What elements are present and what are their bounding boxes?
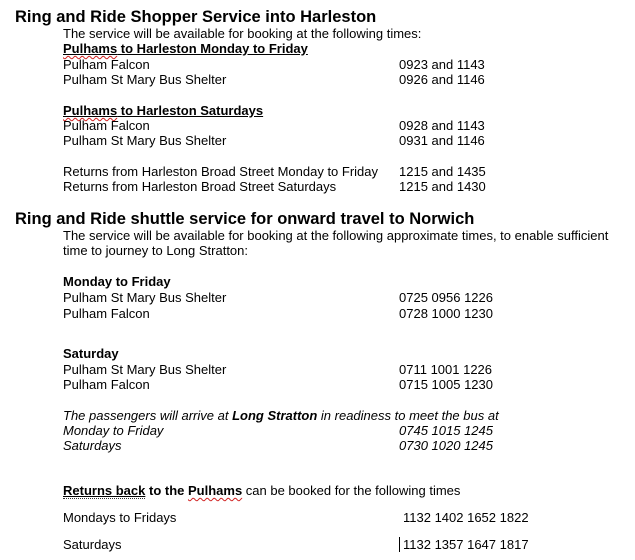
shuttle-intro-line2: time to journey to Long Stratton: (63, 243, 248, 258)
arrival-times: 0730 1020 1245 (399, 438, 493, 453)
returns-back-title (63, 483, 460, 498)
arrival-post: in readiness to meet the bus at (317, 408, 499, 423)
stop-name: Pulham St Mary Bus Shelter (63, 72, 227, 87)
shopper-weekday-title (63, 41, 308, 56)
stop-times: 0926 and 1146 (399, 72, 485, 87)
return-label: Mondays to Fridays (63, 510, 177, 525)
stop-times: 0728 1000 1230 (399, 306, 493, 321)
return-times: 1215 and 1430 (399, 179, 486, 194)
shuttle-intro-line1: The service will be available for booking at the following approximate times, to enable sufficient (63, 228, 609, 243)
arrival-label: Monday to Friday (63, 423, 164, 438)
stop-times: 0923 and 1143 (399, 57, 485, 72)
return-times: 1215 and 1435 (399, 164, 486, 179)
stop-name: Pulham St Mary Bus Shelter (63, 290, 227, 305)
returns-to-the: to the (145, 483, 188, 498)
title-rest: to Harleston Monday to Friday (117, 41, 308, 56)
returns-back-phrase: Returns back (63, 483, 146, 498)
return-times: 1132 1402 1652 1822 (403, 510, 529, 525)
arrival-note (63, 408, 499, 423)
returns-rest: can be booked for the following times (242, 483, 461, 498)
pulhams-word: Pulhams (63, 41, 118, 56)
stop-name: Pulham St Mary Bus Shelter (63, 362, 227, 377)
shopper-intro: The service will be available for booking at the following times: (63, 26, 422, 41)
shopper-saturday-title (63, 103, 263, 118)
stop-times: 0711 1001 1226 (399, 362, 493, 377)
stop-name: Pulham Falcon (63, 118, 150, 133)
stop-times: 0725 0956 1226 (399, 290, 493, 305)
shuttle-heading: Ring and Ride shuttle service for onward travel to Norwich (15, 210, 475, 228)
return-label: Saturdays (63, 537, 122, 552)
shuttle-saturday-title: Saturday (63, 346, 119, 361)
returns-pulhams: Pulhams (187, 483, 243, 498)
stop-name: Pulham Falcon (63, 57, 150, 72)
return-label: Returns from Harleston Broad Street Monday to Friday (63, 164, 379, 179)
stop-name: Pulham Falcon (63, 306, 150, 321)
stop-name: Pulham Falcon (63, 377, 150, 392)
arrival-place: Long Stratton (232, 408, 318, 423)
shuttle-weekday-title: Monday to Friday (63, 274, 171, 289)
stop-name: Pulham St Mary Bus Shelter (63, 133, 227, 148)
stop-times: 0715 1005 1230 (399, 377, 493, 392)
title-rest: to Harleston Saturdays (117, 103, 264, 118)
return-times: 1132 1357 1647 1817 (399, 537, 529, 552)
arrival-pre: The passengers will arrive at (63, 408, 233, 423)
return-label: Returns from Harleston Broad Street Saturdays (63, 179, 337, 194)
shopper-heading: Ring and Ride Shopper Service into Harleston (15, 8, 377, 26)
arrival-label: Saturdays (63, 438, 122, 453)
arrival-times: 0745 1015 1245 (399, 423, 493, 438)
stop-times: 0928 and 1143 (399, 118, 485, 133)
stop-times: 0931 and 1146 (399, 133, 485, 148)
pulhams-word: Pulhams (63, 103, 118, 118)
